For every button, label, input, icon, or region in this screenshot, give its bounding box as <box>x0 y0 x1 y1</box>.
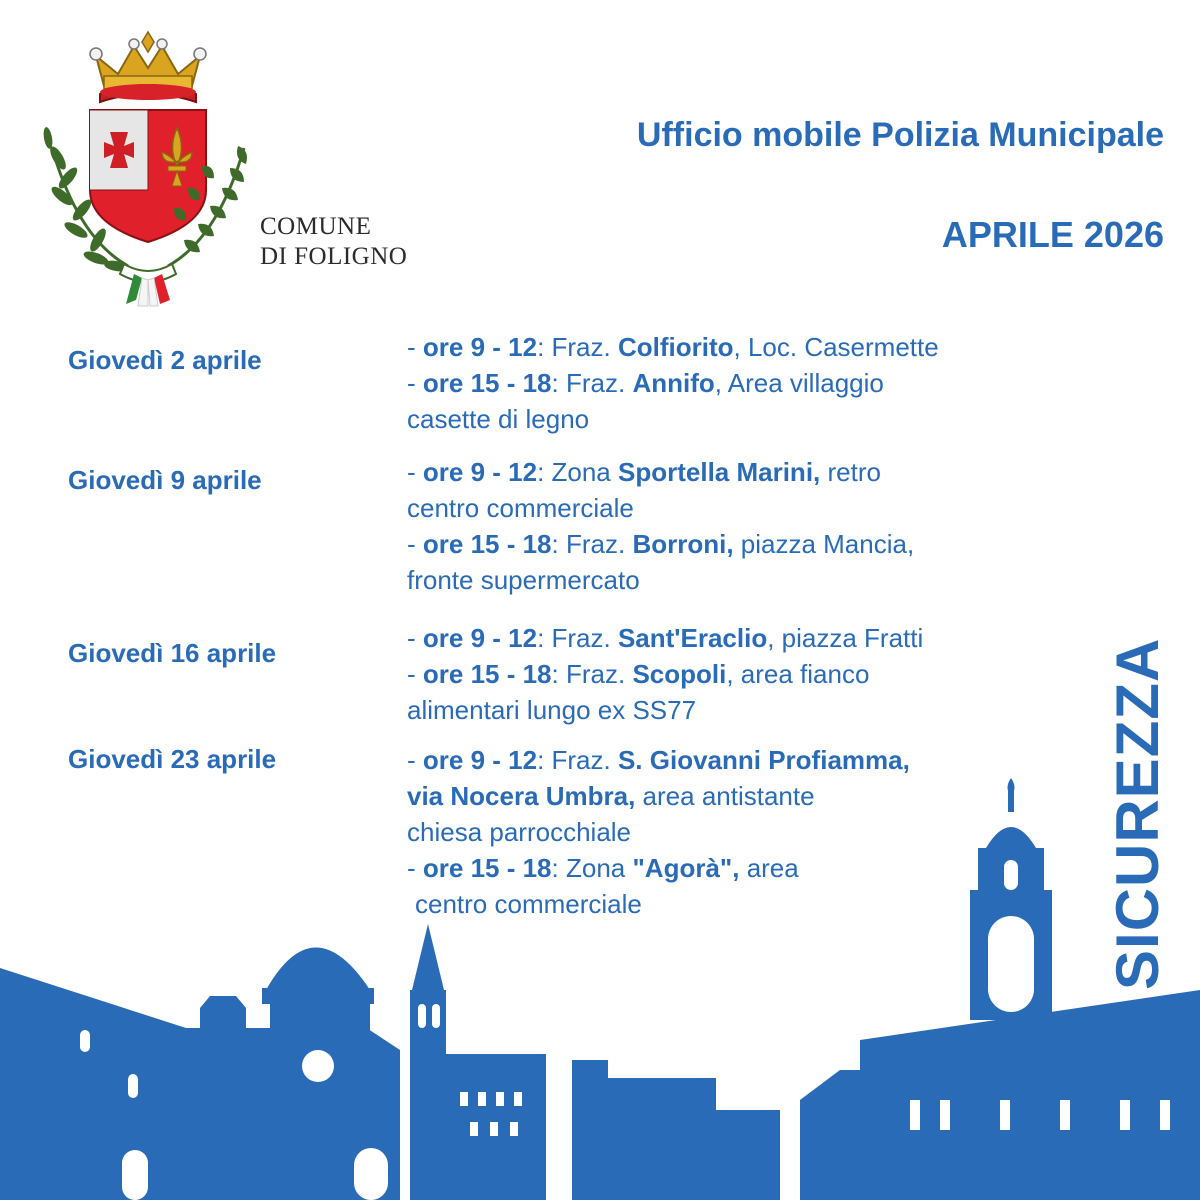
schedule-text: , area fianco <box>726 659 870 689</box>
schedule-text-bold: Annifo <box>632 368 715 398</box>
schedule-text-bold: S. Giovanni Profiamma, <box>617 745 910 775</box>
municipality-name <box>260 212 407 272</box>
side-label-sicurezza: SICUREZZA <box>1104 637 1171 990</box>
schedule-line <box>407 742 1087 778</box>
schedule-slots-4 <box>407 742 1087 922</box>
schedule-line <box>407 526 1087 562</box>
schedule-text: : Zona <box>537 457 618 487</box>
schedule-slots-1 <box>407 329 1087 437</box>
schedule-slots-2 <box>407 454 1087 598</box>
schedule-text: retro <box>820 457 881 487</box>
schedule-text: alimentari lungo ex SS77 <box>407 695 697 725</box>
schedule-text-bold: Colfiorito <box>617 332 734 362</box>
schedule-text: chiesa parrocchiale <box>407 817 632 847</box>
schedule-line <box>407 620 1087 656</box>
schedule-text: - <box>407 529 423 559</box>
schedule-text: : Fraz. <box>537 623 618 653</box>
schedule-text: , Loc. Casermette <box>733 332 939 362</box>
schedule-line <box>407 401 1087 437</box>
schedule-text-bold: Scopoli <box>632 659 727 689</box>
schedule-text-bold: ore 9 - 12 <box>422 332 538 362</box>
schedule-line <box>407 454 1087 490</box>
schedule-line <box>407 886 1087 922</box>
schedule-line <box>407 850 1087 886</box>
schedule-text: , piazza Fratti <box>767 623 924 653</box>
schedule-text: : Fraz. <box>551 659 633 689</box>
municipality-name-line2: DI FOLIGNO <box>260 243 408 270</box>
schedule-text: : Zona <box>551 853 633 883</box>
schedule-text: - <box>407 623 423 653</box>
schedule-line <box>407 329 1087 365</box>
schedule-text: fronte supermercato <box>407 565 640 595</box>
schedule-text-bold: ore 9 - 12 <box>422 745 538 775</box>
coat-of-arms-icon <box>38 28 258 310</box>
schedule-line <box>407 814 1087 850</box>
schedule-text-bold: "Agorà", <box>632 853 740 883</box>
schedule-text: - <box>407 745 423 775</box>
schedule-text: centro commerciale <box>407 493 634 523</box>
schedule-slots-3 <box>407 620 1087 728</box>
schedule-text-bold: via Nocera Umbra, <box>407 781 636 811</box>
schedule-text: centro commerciale <box>415 889 642 919</box>
schedule-day-2: Giovedì 9 aprile <box>68 465 262 495</box>
schedule-day-3: Giovedì 16 aprile <box>68 638 277 668</box>
schedule-day-4: Giovedì 23 aprile <box>68 744 277 774</box>
schedule-line <box>407 692 1087 728</box>
schedule-text: - <box>407 368 423 398</box>
schedule-text-bold: ore 15 - 18 <box>422 853 552 883</box>
schedule-text-bold: ore 9 - 12 <box>422 457 538 487</box>
schedule-text: , Area villaggio <box>714 368 884 398</box>
schedule-text: - <box>407 332 423 362</box>
schedule-line <box>407 656 1087 692</box>
schedule-text-bold: ore 15 - 18 <box>422 659 552 689</box>
schedule-text: - <box>407 659 423 689</box>
schedule-text: area <box>739 853 799 883</box>
page-title: Ufficio mobile Polizia Municipale <box>636 116 1164 154</box>
schedule-text: - <box>407 457 423 487</box>
schedule-text-bold: ore 15 - 18 <box>422 368 552 398</box>
schedule-text: : Fraz. <box>537 745 618 775</box>
schedule-text: casette di legno <box>407 404 590 434</box>
schedule-day-1: Giovedì 2 aprile <box>68 345 262 375</box>
schedule-text: - <box>407 853 423 883</box>
schedule-text: : Fraz. <box>551 529 633 559</box>
month-heading: APRILE 2026 <box>941 214 1164 255</box>
schedule-text-bold: ore 9 - 12 <box>422 623 538 653</box>
schedule-text: area antistante <box>635 781 815 811</box>
schedule-text-bold: Borroni, <box>632 529 734 559</box>
schedule-line <box>407 778 1087 814</box>
municipality-name-line1: COMUNE <box>260 213 372 240</box>
schedule-line <box>407 562 1087 598</box>
schedule-text-bold: Sant'Eraclio <box>617 623 768 653</box>
schedule-text: : Fraz. <box>551 368 633 398</box>
schedule-text-bold: ore 15 - 18 <box>422 529 552 559</box>
schedule-text-bold: Sportella Marini, <box>618 457 821 487</box>
schedule-line <box>407 365 1087 401</box>
schedule-text: piazza Mancia, <box>733 529 915 559</box>
schedule-line <box>407 490 1087 526</box>
schedule-text: : Fraz. <box>537 332 618 362</box>
